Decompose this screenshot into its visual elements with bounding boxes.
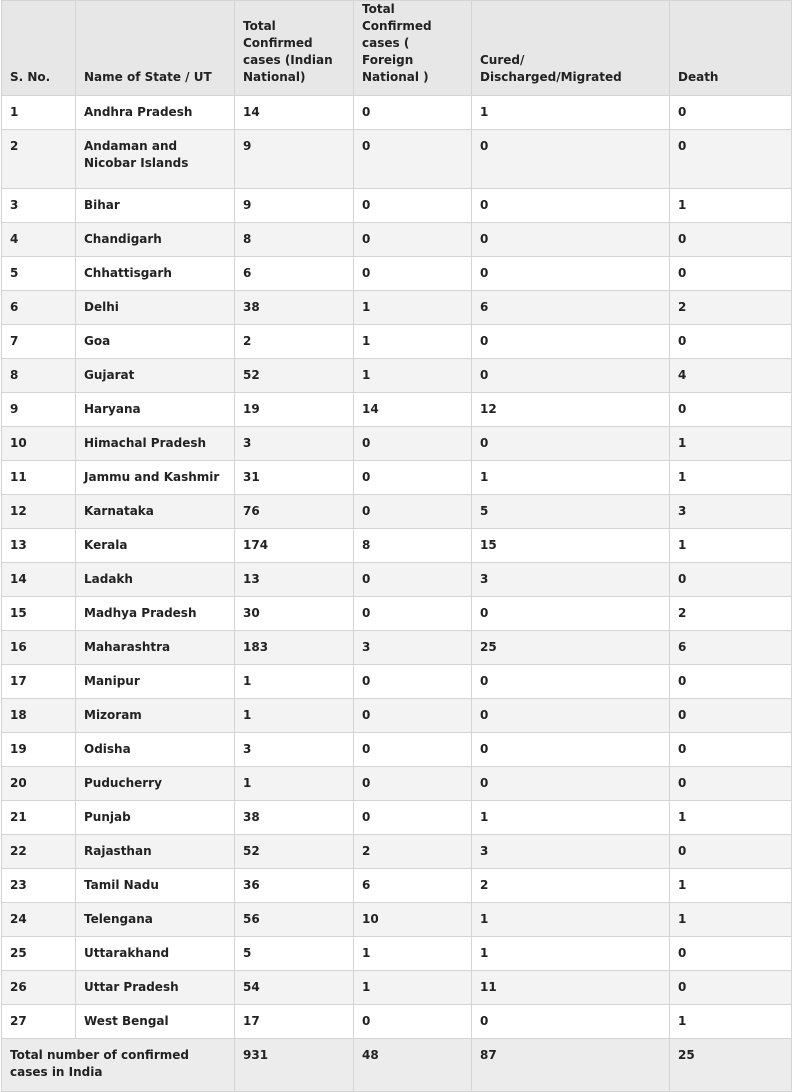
- cell-serial-number: 27: [2, 1005, 76, 1039]
- cell-foreign-national: 2: [354, 835, 472, 869]
- cell-cured: 1: [472, 801, 670, 835]
- cell-cured: 0: [472, 427, 670, 461]
- total-indian: 931: [235, 1039, 354, 1092]
- cell-death: 2: [670, 597, 792, 631]
- cell-serial-number: 8: [2, 359, 76, 393]
- table-row: [2, 427, 792, 461]
- cell-cured: 3: [472, 563, 670, 597]
- cell-death: 1: [670, 903, 792, 937]
- cell-serial-number: 12: [2, 495, 76, 529]
- cell-cured: 0: [472, 699, 670, 733]
- cell-indian-national: 183: [235, 631, 354, 665]
- cell-foreign-national: 0: [354, 699, 472, 733]
- cell-foreign-national: 1: [354, 937, 472, 971]
- cell-state-name: Rajasthan: [76, 835, 235, 869]
- cell-state-name: Karnataka: [76, 495, 235, 529]
- cell-cured: 6: [472, 291, 670, 325]
- cell-death: 4: [670, 359, 792, 393]
- table-row: [2, 971, 792, 1005]
- cell-state-name: West Bengal: [76, 1005, 235, 1039]
- cell-death: 0: [670, 937, 792, 971]
- cell-serial-number: 14: [2, 563, 76, 597]
- cell-indian-national: 1: [235, 665, 354, 699]
- cell-state-name: Uttar Pradesh: [76, 971, 235, 1005]
- table-row: [2, 801, 792, 835]
- cell-death: 0: [670, 257, 792, 291]
- cell-indian-national: 9: [235, 130, 354, 189]
- table-header-row: [2, 1, 792, 96]
- cell-serial-number: 9: [2, 393, 76, 427]
- cell-indian-national: 76: [235, 495, 354, 529]
- cell-state-name: Kerala: [76, 529, 235, 563]
- table-row: [2, 359, 792, 393]
- cell-state-name: Punjab: [76, 801, 235, 835]
- cell-foreign-national: 0: [354, 563, 472, 597]
- cell-foreign-national: 0: [354, 767, 472, 801]
- cell-cured: 0: [472, 767, 670, 801]
- cell-indian-national: 31: [235, 461, 354, 495]
- table-row: [2, 96, 792, 130]
- header-death: Death: [670, 1, 792, 96]
- cell-serial-number: 5: [2, 257, 76, 291]
- cell-state-name: Ladakh: [76, 563, 235, 597]
- table-row: [2, 903, 792, 937]
- table-row: [2, 699, 792, 733]
- cell-foreign-national: 0: [354, 96, 472, 130]
- cell-cured: 25: [472, 631, 670, 665]
- cell-indian-national: 14: [235, 96, 354, 130]
- cell-foreign-national: 0: [354, 461, 472, 495]
- table-row: [2, 631, 792, 665]
- cell-cured: 2: [472, 869, 670, 903]
- cell-death: 6: [670, 631, 792, 665]
- cell-indian-national: 19: [235, 393, 354, 427]
- total-foreign: 48: [354, 1039, 472, 1092]
- cell-indian-national: 9: [235, 189, 354, 223]
- cell-state-name: Bihar: [76, 189, 235, 223]
- cell-state-name: Mizoram: [76, 699, 235, 733]
- cell-state-name: Jammu and Kashmir: [76, 461, 235, 495]
- cell-death: 0: [670, 835, 792, 869]
- cell-indian-national: 1: [235, 767, 354, 801]
- cell-state-name: Gujarat: [76, 359, 235, 393]
- total-death: 25: [670, 1039, 792, 1092]
- cell-death: 3: [670, 495, 792, 529]
- cell-cured: 0: [472, 733, 670, 767]
- cell-serial-number: 26: [2, 971, 76, 1005]
- cell-death: 0: [670, 699, 792, 733]
- cell-serial-number: 10: [2, 427, 76, 461]
- table-row: [2, 257, 792, 291]
- table-row: [2, 130, 792, 189]
- cell-death: 1: [670, 189, 792, 223]
- cell-death: 1: [670, 869, 792, 903]
- cell-death: 1: [670, 461, 792, 495]
- cell-state-name: Goa: [76, 325, 235, 359]
- cell-indian-national: 5: [235, 937, 354, 971]
- cell-serial-number: 3: [2, 189, 76, 223]
- cell-foreign-national: 10: [354, 903, 472, 937]
- cell-indian-national: 6: [235, 257, 354, 291]
- cell-indian-national: 3: [235, 427, 354, 461]
- table-row: [2, 291, 792, 325]
- cell-foreign-national: 3: [354, 631, 472, 665]
- total-label: Total number of confirmed cases in India: [2, 1039, 235, 1092]
- cell-foreign-national: 0: [354, 495, 472, 529]
- total-row: [2, 1039, 792, 1092]
- cell-indian-national: 30: [235, 597, 354, 631]
- cell-death: 2: [670, 291, 792, 325]
- total-cured: 87: [472, 1039, 670, 1092]
- table-row: [2, 495, 792, 529]
- cell-state-name: Uttarakhand: [76, 937, 235, 971]
- cell-foreign-national: 1: [354, 325, 472, 359]
- cell-foreign-national: 0: [354, 130, 472, 189]
- cell-foreign-national: 0: [354, 427, 472, 461]
- cell-foreign-national: 1: [354, 291, 472, 325]
- cell-cured: 0: [472, 223, 670, 257]
- cell-serial-number: 17: [2, 665, 76, 699]
- cell-death: 1: [670, 529, 792, 563]
- table-row: [2, 223, 792, 257]
- cell-serial-number: 20: [2, 767, 76, 801]
- cell-indian-national: 13: [235, 563, 354, 597]
- table-row: [2, 189, 792, 223]
- cell-death: 1: [670, 1005, 792, 1039]
- cell-death: 0: [670, 96, 792, 130]
- cell-death: 0: [670, 325, 792, 359]
- cell-serial-number: 13: [2, 529, 76, 563]
- cell-state-name: Andaman and Nicobar Islands: [76, 130, 235, 189]
- cell-state-name: Manipur: [76, 665, 235, 699]
- cell-cured: 0: [472, 1005, 670, 1039]
- cell-cured: 0: [472, 359, 670, 393]
- cell-indian-national: 17: [235, 1005, 354, 1039]
- table-row: [2, 767, 792, 801]
- table-row: [2, 597, 792, 631]
- cell-state-name: Chhattisgarh: [76, 257, 235, 291]
- cell-foreign-national: 0: [354, 597, 472, 631]
- cell-state-name: Puducherry: [76, 767, 235, 801]
- cell-foreign-national: 0: [354, 223, 472, 257]
- cell-cured: 1: [472, 903, 670, 937]
- cell-cured: 1: [472, 461, 670, 495]
- cell-serial-number: 7: [2, 325, 76, 359]
- cell-indian-national: 2: [235, 325, 354, 359]
- cell-serial-number: 24: [2, 903, 76, 937]
- cell-foreign-national: 0: [354, 257, 472, 291]
- cell-state-name: Odisha: [76, 733, 235, 767]
- cell-death: 0: [670, 665, 792, 699]
- table-row: [2, 835, 792, 869]
- cell-death: 0: [670, 563, 792, 597]
- cell-death: 1: [670, 801, 792, 835]
- cell-state-name: Himachal Pradesh: [76, 427, 235, 461]
- cell-serial-number: 1: [2, 96, 76, 130]
- cell-state-name: Chandigarh: [76, 223, 235, 257]
- cell-foreign-national: 0: [354, 1005, 472, 1039]
- cell-state-name: Tamil Nadu: [76, 869, 235, 903]
- cell-serial-number: 22: [2, 835, 76, 869]
- table-row: [2, 937, 792, 971]
- cell-serial-number: 16: [2, 631, 76, 665]
- cell-cured: 15: [472, 529, 670, 563]
- cell-cured: 0: [472, 189, 670, 223]
- table-row: [2, 325, 792, 359]
- table-row: [2, 1005, 792, 1039]
- cell-state-name: Telengana: [76, 903, 235, 937]
- cell-foreign-national: 0: [354, 189, 472, 223]
- cell-indian-national: 38: [235, 801, 354, 835]
- cell-foreign-national: 6: [354, 869, 472, 903]
- cell-state-name: Andhra Pradesh: [76, 96, 235, 130]
- cell-serial-number: 4: [2, 223, 76, 257]
- cell-serial-number: 11: [2, 461, 76, 495]
- header-indian-national: Total Confirmed cases (Indian National): [235, 1, 354, 96]
- cell-cured: 1: [472, 96, 670, 130]
- cell-death: 0: [670, 223, 792, 257]
- cell-indian-national: 3: [235, 733, 354, 767]
- cell-indian-national: 36: [235, 869, 354, 903]
- cell-state-name: Haryana: [76, 393, 235, 427]
- cell-indian-national: 8: [235, 223, 354, 257]
- cell-state-name: Delhi: [76, 291, 235, 325]
- cell-foreign-national: 0: [354, 733, 472, 767]
- cell-serial-number: 21: [2, 801, 76, 835]
- cell-serial-number: 18: [2, 699, 76, 733]
- cell-indian-national: 1: [235, 699, 354, 733]
- cell-cured: 3: [472, 835, 670, 869]
- cell-serial-number: 25: [2, 937, 76, 971]
- cell-cured: 0: [472, 665, 670, 699]
- cell-state-name: Madhya Pradesh: [76, 597, 235, 631]
- cell-death: 0: [670, 393, 792, 427]
- cell-serial-number: 19: [2, 733, 76, 767]
- table-row: [2, 869, 792, 903]
- cell-cured: 0: [472, 257, 670, 291]
- table-row: [2, 733, 792, 767]
- table-row: [2, 665, 792, 699]
- cell-cured: 0: [472, 325, 670, 359]
- header-state-name: Name of State / UT: [76, 1, 235, 96]
- table-body: [2, 96, 792, 1039]
- cell-death: 0: [670, 767, 792, 801]
- cell-serial-number: 2: [2, 130, 76, 189]
- cell-cured: 0: [472, 130, 670, 189]
- cell-serial-number: 23: [2, 869, 76, 903]
- cell-serial-number: 6: [2, 291, 76, 325]
- header-cured: Cured/ Discharged/Migrated: [472, 1, 670, 96]
- cell-indian-national: 56: [235, 903, 354, 937]
- cell-cured: 1: [472, 937, 670, 971]
- cell-death: 1: [670, 427, 792, 461]
- cell-indian-national: 174: [235, 529, 354, 563]
- table-row: [2, 393, 792, 427]
- cell-death: 0: [670, 971, 792, 1005]
- table-row: [2, 529, 792, 563]
- cell-foreign-national: 1: [354, 971, 472, 1005]
- cell-state-name: Maharashtra: [76, 631, 235, 665]
- cell-cured: 11: [472, 971, 670, 1005]
- cell-death: 0: [670, 130, 792, 189]
- table-row: [2, 461, 792, 495]
- cell-death: 0: [670, 733, 792, 767]
- cell-serial-number: 15: [2, 597, 76, 631]
- cell-foreign-national: 0: [354, 665, 472, 699]
- cell-cured: 5: [472, 495, 670, 529]
- header-foreign-national: Total Confirmed cases ( Foreign National ): [354, 1, 472, 96]
- cell-foreign-national: 1: [354, 359, 472, 393]
- cell-cured: 12: [472, 393, 670, 427]
- cell-indian-national: 38: [235, 291, 354, 325]
- cell-foreign-national: 0: [354, 801, 472, 835]
- cell-indian-national: 52: [235, 359, 354, 393]
- cell-cured: 0: [472, 597, 670, 631]
- table-row: [2, 563, 792, 597]
- cell-indian-national: 54: [235, 971, 354, 1005]
- header-serial-number: S. No.: [2, 1, 76, 96]
- cell-foreign-national: 8: [354, 529, 472, 563]
- cell-foreign-national: 14: [354, 393, 472, 427]
- cell-indian-national: 52: [235, 835, 354, 869]
- covid-cases-table: [1, 0, 792, 1092]
